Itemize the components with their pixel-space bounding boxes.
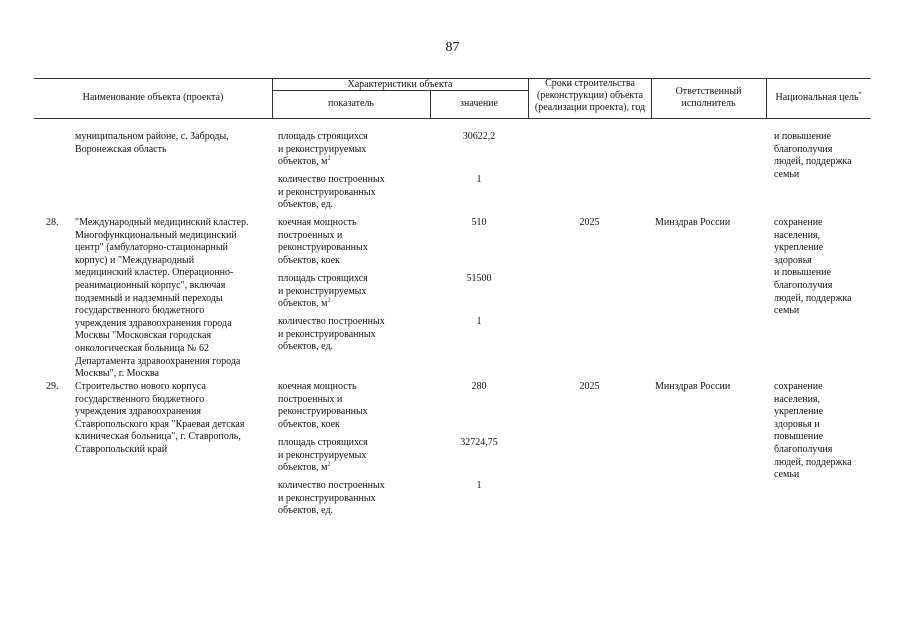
header-goal-label: Национальная цель — [775, 92, 859, 103]
row-name: Строительство нового корпуса государственного бюджетного учреждения здравоохранения Ставропольского края "Краевая детская клиническая больница", г. Ставрополь, Ставропольский край — [75, 381, 245, 455]
header-characteristics: Характеристики объекта — [347, 79, 453, 90]
row-goal: и повышение благополучия людей, поддержка семьи — [774, 131, 852, 180]
header-value: значение — [460, 98, 498, 109]
page-number: 87 — [445, 40, 460, 55]
indicator-value: 30622,2 — [462, 131, 496, 142]
row-executor: Минздрав России — [655, 381, 731, 392]
indicator-value: 32724,75 — [460, 437, 498, 448]
indicator-value: 280 — [471, 381, 487, 392]
row-executor: Минздрав России — [655, 217, 731, 228]
indicator-label: количество построенных и реконструированных объектов, ед. — [278, 174, 385, 211]
header-indicator: показатель — [328, 98, 374, 109]
row-name: муниципальном районе, с. Заброды, Воронежская область — [75, 131, 229, 155]
indicator-label: площадь строящихся и реконструируемых объектов, $м^2$ — [278, 437, 368, 474]
row-goal: сохранение населения, укрепление здоровья и повышение благополучия людей, поддержка семьи — [774, 217, 852, 317]
indicator-label: площадь строящихся и реконструируемых объектов, $м^2$ — [278, 131, 368, 168]
row-name: "Международный медицинский кластер. Многофункциональный медицинский центр" (амбулаторно-стационарный корпус) и "Международный медицинский кластер. Операционно- реанимационный корпус", включая подземный и надземный переходы государственного бюджетного учреждения здравоохранения города Москвы "Московская городская онкологическая больница № 62 Департамента здравоохранения города Москвы", г. Москва — [75, 217, 249, 380]
header-goal-mark: * — [858, 91, 862, 98]
row-year: 2025 — [579, 217, 600, 228]
header-goal — [766, 92, 871, 104]
row-number: 29. — [46, 381, 59, 392]
table-header-bottom-border — [34, 118, 871, 119]
indicator-label: коечная мощность построенных и реконструированных объектов, коек — [278, 217, 368, 266]
header-executor: Ответственный исполнитель — [675, 86, 742, 109]
indicator-value: 1 — [476, 480, 482, 491]
indicator-value: 51500 — [466, 273, 492, 284]
row-number: 28. — [46, 217, 59, 228]
header-terms: Сроки строительства (реконструкции) объекта (реализации проекта), год — [534, 78, 646, 113]
indicator-value: 1 — [476, 174, 482, 185]
row-year: 2025 — [579, 381, 600, 392]
row-goal: сохранение населения, укрепление здоровья и повышение благополучия людей, поддержка семьи — [774, 381, 852, 481]
indicator-label: количество построенных и реконструированных объектов, ед. — [278, 480, 385, 517]
header-name: Наименование объекта (проекта) — [82, 92, 224, 103]
indicator-label: количество построенных и реконструированных объектов, ед. — [278, 316, 385, 353]
indicator-label: коечная мощность построенных и реконструированных объектов, коек — [278, 381, 368, 430]
indicator-value: 1 — [476, 316, 482, 327]
indicator-label: площадь строящихся и реконструируемых объектов, $м^2$ — [278, 273, 368, 310]
indicator-value: 510 — [471, 217, 487, 228]
